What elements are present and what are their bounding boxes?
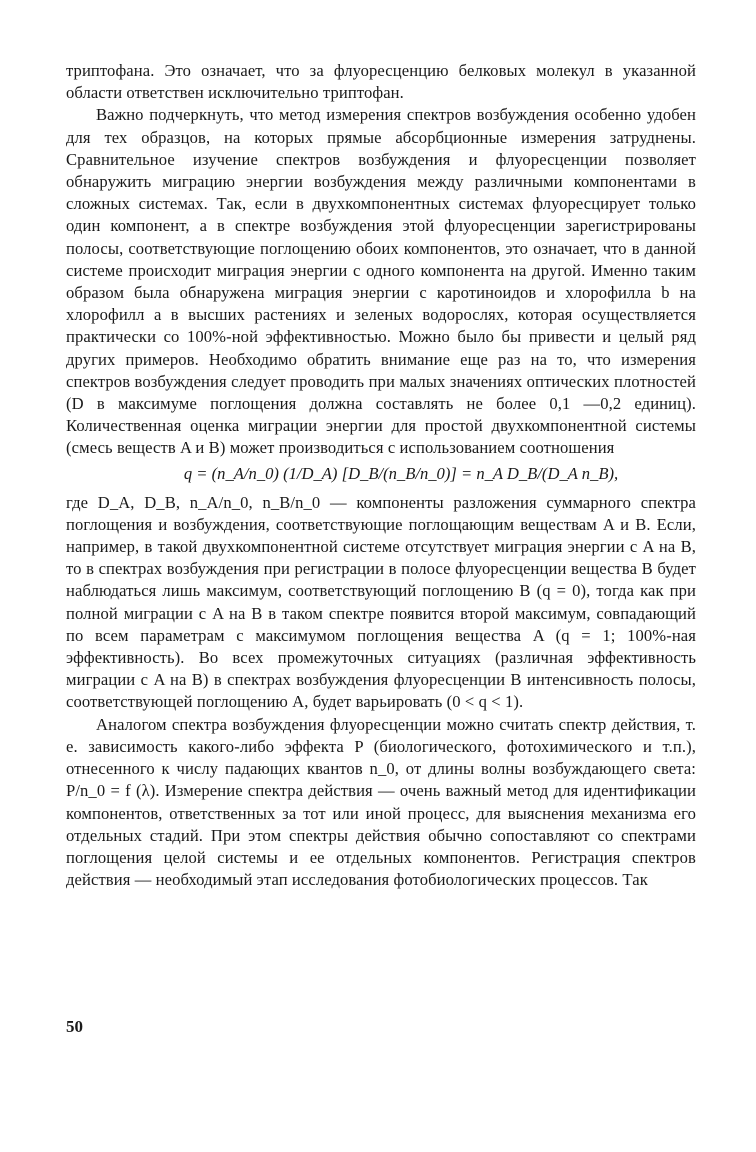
paragraph-4: Аналогом спектра возбуждения флуоресценции можно считать спектр действия, т. е. зависимость какого-либо эффекта P (биологического, фотохимического и т.п.), отнесенного к числу падающих квантов n_0, от длины волны возбуждающего света: P/n_0 = f (λ). Измерение спектра действия — очень важный метод для идентификации компонентов, ответственных за тот или иной процесс, для выяснения механизма его отдельных стадий. При этом спектры действия обычно сопоставляют со спектрами поглощения целой системы и ее отдельных компонентов. Регистрация спектров действия — необходимый этап исследования фотобиологических процессов. Так	[66, 714, 696, 890]
page-body	[66, 60, 696, 891]
paragraph-2: Важно подчеркнуть, что метод измерения спектров возбуждения особенно удобен для тех образцов, на которых прямые абсорбционные измерения затруднены. Сравнительное изучение спектров возбуждения и флуоресценции позволяет обнаружить миграцию энергии возбуждения между различными компонентами в сложных системах. Так, если в двухкомпонентных системах флуоресцирует только один компонент, а в спектре возбуждения этой флуоресценции зарегистрированы полосы, соответствующие поглощению обоих компонентов, это означает, что в данной системе происходит миграция энергии с одного компонента на другой. Именно таким образом была обнаружена миграция энергии с каротиноидов и хлорофилла b на хлорофилл a в высших растениях и зеленых водорослях, которая осуществляется практически со 100%-ной эффективностью. Можно было бы привести и целый ряд других примеров. Необходимо обратить внимание еще раз на то, что измерения спектров возбуждения следует проводить при малых значениях оптических плотностей (D в максимуме поглощения должна составлять не более 0,1 —0,2 единиц). Количественная оценка миграции энергии для простой двухкомпонентной системы (смесь веществ A и B) может производиться с использованием соотношения	[66, 105, 696, 458]
paragraph-1: триптофана. Это означает, что за флуоресценцию белковых молекул в указанной области ответствен исключительно триптофан.	[66, 61, 696, 103]
paragraph-3: где D_A, D_B, n_A/n_0, n_B/n_0 — компоненты разложения суммарного спектра поглощения и возбуждения, соответствующие поглощающим веществам A и B. Если, например, в такой двухкомпонентной системе отсутствует миграция энергии с A на B, то в спектрах возбуждения при регистрации в полосе флуоресценции вещества B будет наблюдаться лишь максимум, соответствующий поглощению B (q = 0), тогда как при полной миграции с A на B в таком спектре появится второй максимум, совпадающий по всем параметрам с максимумом поглощения вещества A (q = 1; 100%-ная эффективность). Во всех промежуточных ситуациях (различная эффективность миграции с A на B) в спектрах возбуждения флуоресценции B интенсивность полосы, соответствующей поглощению A, будет варьировать (0 < q < 1).	[66, 492, 696, 712]
formula: q = (n_A/n_0) (1/D_A) [D_B/(n_B/n_0)] = n_A D_B/(D_A n_B),	[183, 463, 619, 483]
page-number: 50	[66, 1017, 83, 1036]
